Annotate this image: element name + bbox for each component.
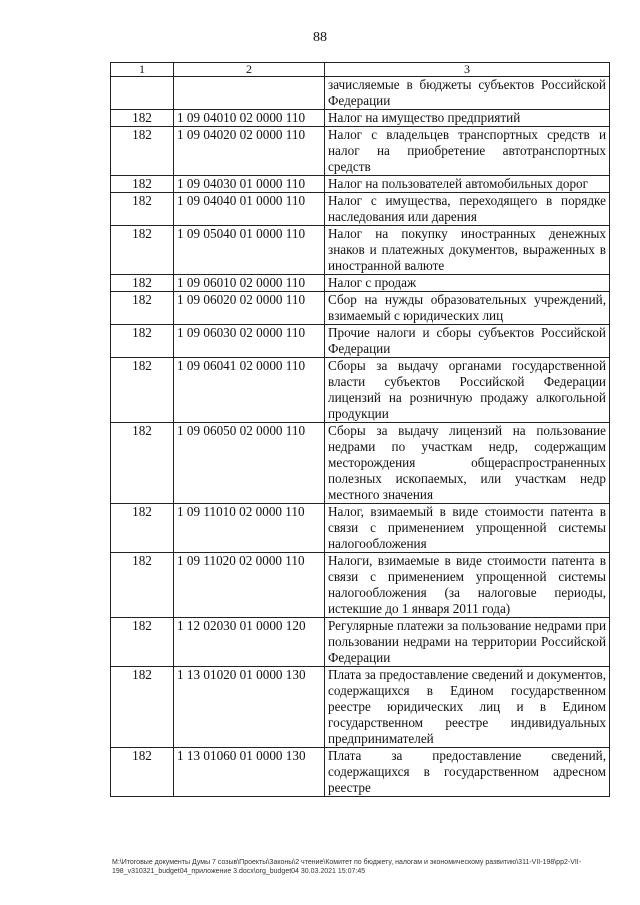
table-body (111, 77, 610, 797)
admin-code-cell: 182 (111, 553, 174, 618)
admin-code-cell (111, 77, 174, 110)
budget-code-cell (174, 77, 325, 110)
column-header-2: 2 (174, 63, 325, 77)
table-row (111, 193, 610, 226)
column-header-3: 3 (325, 63, 610, 77)
budget-classification-table (110, 62, 610, 797)
admin-code-cell: 182 (111, 292, 174, 325)
table-row (111, 553, 610, 618)
table-row (111, 358, 610, 423)
budget-code-cell: 1 09 04010 02 0000 110 (174, 110, 325, 127)
table-row (111, 292, 610, 325)
admin-code-cell: 182 (111, 504, 174, 553)
table-header-row (111, 63, 610, 77)
budget-code-cell: 1 12 02030 01 0000 120 (174, 618, 325, 667)
revenue-name-cell: Плата за предоставление сведений и документов, содержащихся в Едином государственном реестре юридических лиц и в Едином государственном реестре индивидуальных предпринимателей (325, 667, 610, 748)
table-row (111, 77, 610, 110)
budget-code-cell: 1 09 06010 02 0000 110 (174, 275, 325, 292)
admin-code-cell: 182 (111, 667, 174, 748)
revenue-name-cell: Налог на покупку иностранных денежных знаков и платежных документов, выраженных в иностранной валюте (325, 226, 610, 275)
revenue-name-cell: Налог с владельцев транспортных средств и налог на приобретение автотранспортных средств (325, 127, 610, 176)
budget-code-cell: 1 09 05040 01 0000 110 (174, 226, 325, 275)
table-row (111, 748, 610, 797)
table-row (111, 176, 610, 193)
table-row (111, 325, 610, 358)
admin-code-cell: 182 (111, 127, 174, 176)
revenue-name-cell: Регулярные платежи за пользование недрами при пользовании недрами на территории Российской Федерации (325, 618, 610, 667)
admin-code-cell: 182 (111, 275, 174, 292)
budget-code-cell: 1 09 06050 02 0000 110 (174, 423, 325, 504)
budget-code-cell: 1 13 01020 01 0000 130 (174, 667, 325, 748)
revenue-name-cell: Налог с имущества, переходящего в порядке наследования или дарения (325, 193, 610, 226)
admin-code-cell: 182 (111, 325, 174, 358)
admin-code-cell: 182 (111, 618, 174, 667)
admin-code-cell: 182 (111, 176, 174, 193)
budget-code-cell: 1 13 01060 01 0000 130 (174, 748, 325, 797)
admin-code-cell: 182 (111, 748, 174, 797)
file-path-footer: M:\Итоговые документы Думы 7 созыв\Проекты\Законы\2 чтение\Комитет по бюджету, налогам и экономическому развитию\311-VII-198\pp2-VII-198_v310321_budget04_приложение 3.docx\org_budget04 30.03.2021 15:07:45 (112, 859, 582, 875)
revenue-name-cell: Налог на имущество предприятий (325, 110, 610, 127)
revenue-name-cell: Плата за предоставление сведений, содержащихся в государственном адресном реестре (325, 748, 610, 797)
revenue-name-cell: Сборы за выдачу лицензий на пользование недрами по участкам недр, содержащим месторождения общераспространенных полезных ископаемых, или участкам недр местного значения (325, 423, 610, 504)
table-row (111, 226, 610, 275)
table-row (111, 618, 610, 667)
revenue-name-cell: Налог, взимаемый в виде стоимости патента в связи с применением упрощенной системы налогообложения (325, 504, 610, 553)
revenue-name-cell: Налог с продаж (325, 275, 610, 292)
revenue-name-cell: Налоги, взимаемые в виде стоимости патента в связи с применением упрощенной системы налогообложения (за налоговые периоды, истекшие до 1 января 2011 года) (325, 553, 610, 618)
revenue-name-cell: Сбор на нужды образовательных учреждений, взимаемый с юридических лиц (325, 292, 610, 325)
budget-code-cell: 1 09 06041 02 0000 110 (174, 358, 325, 423)
revenue-name-cell: Налог на пользователей автомобильных дорог (325, 176, 610, 193)
admin-code-cell: 182 (111, 358, 174, 423)
budget-code-cell: 1 09 04040 01 0000 110 (174, 193, 325, 226)
budget-code-cell: 1 09 04020 02 0000 110 (174, 127, 325, 176)
revenue-name-cell: Сборы за выдачу органами государственной власти субъектов Российской Федерации лицензий на розничную продажу алкогольной продукции (325, 358, 610, 423)
budget-code-cell: 1 09 06020 02 0000 110 (174, 292, 325, 325)
revenue-name-cell: Прочие налоги и сборы субъектов Российской Федерации (325, 325, 610, 358)
admin-code-cell: 182 (111, 423, 174, 504)
admin-code-cell: 182 (111, 110, 174, 127)
table-row (111, 423, 610, 504)
budget-code-cell: 1 09 04030 01 0000 110 (174, 176, 325, 193)
table-row (111, 275, 610, 292)
table-row (111, 127, 610, 176)
admin-code-cell: 182 (111, 193, 174, 226)
budget-code-cell: 1 09 06030 02 0000 110 (174, 325, 325, 358)
revenue-name-cell: зачисляемые в бюджеты субъектов Российской Федерации (325, 77, 610, 110)
table-row (111, 504, 610, 553)
admin-code-cell: 182 (111, 226, 174, 275)
table-row (111, 667, 610, 748)
budget-code-cell: 1 09 11020 02 0000 110 (174, 553, 325, 618)
budget-code-cell: 1 09 11010 02 0000 110 (174, 504, 325, 553)
page-number: 88 (313, 30, 327, 45)
table-row (111, 110, 610, 127)
column-header-1: 1 (111, 63, 174, 77)
